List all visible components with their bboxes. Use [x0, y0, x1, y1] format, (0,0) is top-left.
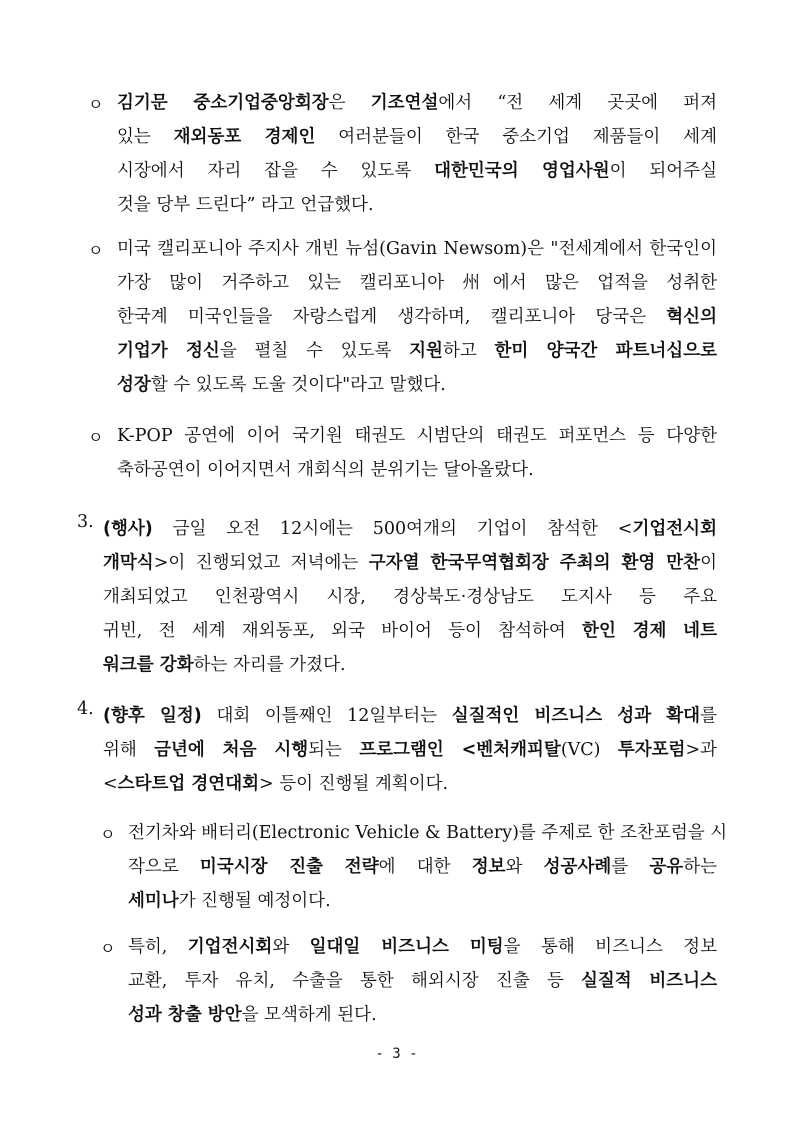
text-line: 것을 당부 드린다” 라고 언급했다. [117, 195, 374, 215]
section-paragraph-schedule [103, 699, 717, 801]
bullet-marker: ㅇ [88, 428, 104, 447]
page-number: - 3 - [375, 1046, 418, 1062]
text-line: 미국 캘리포니아 주지사 개빈 뉴섬(Gavin Newsom)은 "전세계에서 한국인이 [117, 239, 717, 259]
text-line: 한국계 미국인들을 자랑스럽게 생각하며, 캘리포니아 당국은 혁신의 [117, 307, 717, 327]
section-number: 3. [77, 512, 94, 532]
bullet-marker: ㅇ [100, 939, 116, 958]
text-line: 위해 금년에 처음 시행되는 프로그램인 <벤처캐피탈(VC) 투자포럼>과 [103, 740, 718, 760]
text-line: 교환, 투자 유치, 수출을 통한 해외시장 진출 등 실질적 비즈니스 [128, 971, 717, 991]
text-line: (향후 일정) 대회 이틀째인 12일부터는 실질적인 비즈니스 성과 확대를 [103, 706, 717, 726]
section-paragraph-event [103, 512, 717, 682]
text-line: 워크를 강화하는 자리를 가졌다. [103, 655, 346, 675]
bullet-marker: ㅇ [88, 95, 104, 114]
text-line: K-POP 공연에 이어 국기원 태권도 시범단의 태권도 퍼포먼스 등 다양한 [117, 426, 717, 446]
text-line: 성장할 수 있도록 도울 것이다"라고 말했다. [117, 375, 446, 395]
text-line: 성과 창출 방안을 모색하게 된다. [128, 1005, 377, 1025]
bullet-marker: ㅇ [88, 241, 104, 260]
bullet-paragraph-governor [117, 232, 717, 402]
text-line: 시장에서 자리 잡을 수 있도록 대한민국의 영업사원이 되어주실 [117, 161, 717, 181]
text-line: (행사) 금일 오전 12시에는 500여개의 기업이 참석한 <기업전시회 [103, 519, 717, 539]
section-number: 4. [77, 699, 94, 719]
text-line: 가장 많이 거주하고 있는 캘리포니아 州에서 많은 업적을 성취한 [117, 273, 717, 293]
text-line: <스타트업 경연대회> 등이 진행될 계획이다. [103, 774, 449, 794]
text-line: 기업가 정신을 펼칠 수 있도록 지원하고 한미 양국간 파트너십으로 [117, 341, 718, 361]
bullet-marker: ㅇ [100, 825, 116, 844]
bullet-paragraph-exhibition [128, 930, 717, 1032]
text-line: 작으로 미국시장 진출 전략에 대한 정보와 성공사례를 공유하는 [128, 857, 718, 877]
bullet-paragraph-performance [117, 419, 717, 487]
text-line: 개최되었고 인천광역시 시장, 경상북도·경상남도 도지사 등 주요 [103, 587, 717, 607]
text-line: 전기차와 배터리(Electronic Vehicle & Battery)를 주제로 한 조찬포럼을 시 [128, 823, 728, 843]
text-line: 김기문 중소기업중앙회장은 기조연설에서 “전 세계 곳곳에 퍼져 [117, 93, 718, 113]
text-line: 특히, 기업전시회와 일대일 비즈니스 미팅을 통해 비즈니스 정보 [128, 937, 717, 957]
text-line: 축하공연이 이어지면서 개회식의 분위기는 달아올랐다. [117, 460, 534, 480]
text-line: 있는 재외동포 경제인 여러분들이 한국 중소기업 제품들이 세계 [117, 127, 717, 147]
text-line: 개막식>이 진행되었고 저녁에는 구자열 한국무역협회장 주최의 환영 만찬이 [103, 553, 717, 573]
text-line: 귀빈, 전 세계 재외동포, 외국 바이어 등이 참석하여 한인 경제 네트 [103, 621, 717, 641]
text-line: 세미나가 진행될 예정이다. [128, 891, 331, 911]
bullet-paragraph-forum [128, 816, 728, 918]
bullet-paragraph-keynote [117, 86, 717, 222]
